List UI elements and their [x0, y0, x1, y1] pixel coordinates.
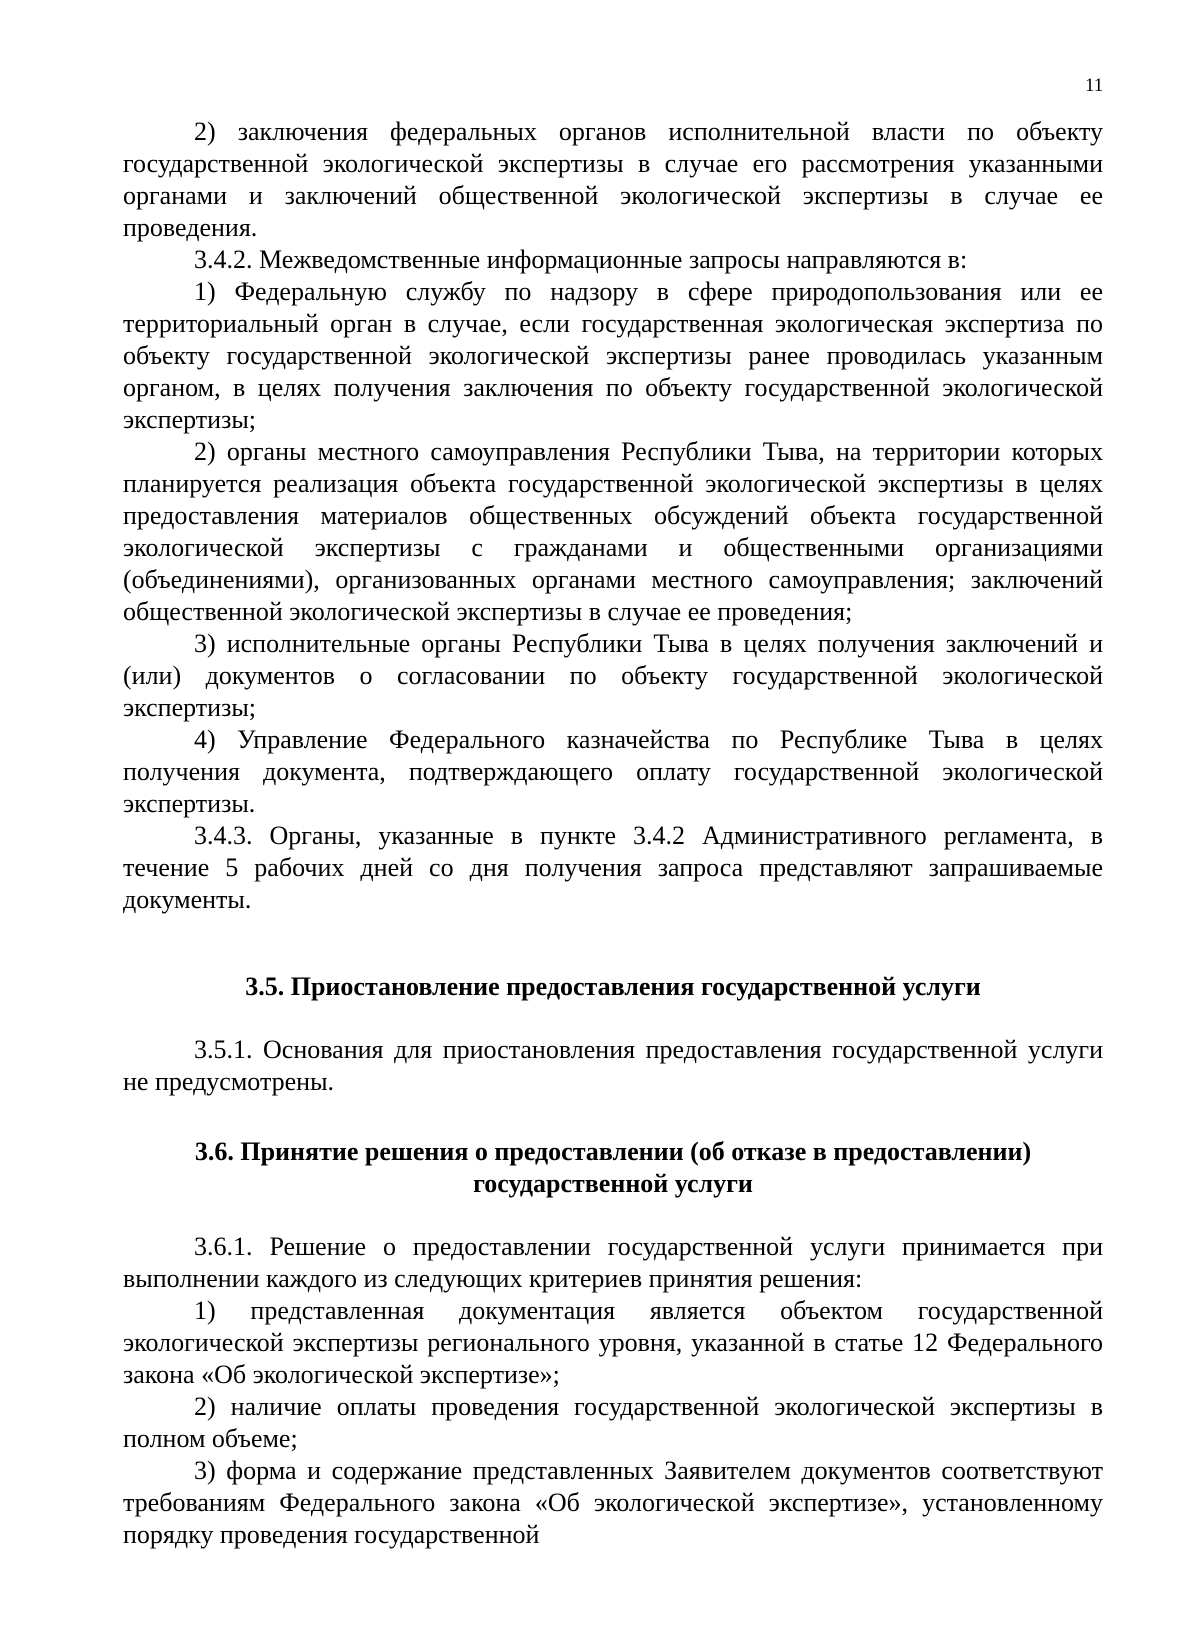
page-number: 11	[1085, 75, 1104, 96]
paragraph: 1) представленная документация является объектом государственной экологической экспертизы регионального уровня, указанной в статье 12 Федерального закона «Об экологической экспертизе»;	[123, 1296, 1103, 1389]
section-3-5-text	[123, 1034, 1103, 1098]
paragraph: 3) исполнительные органы Республики Тыва в целях получения заключений и (или) документов о согласовании по объекту государственной экологической экспертизы;	[123, 629, 1103, 722]
heading-line: 3.6. Принятие решения о предоставлении (об отказе в предоставлении)	[194, 1137, 1032, 1166]
paragraph: 3.5.1. Основания для приостановления предоставления государственной услуги не предусмотрены.	[123, 1035, 1103, 1096]
section-heading-3-6	[123, 1136, 1103, 1200]
paragraph: 3) форма и содержание представленных Заявителем документов соответствуют требованиям Федерального закона «Об экологической экспертизе», установленному порядку проведения государственной	[123, 1456, 1103, 1549]
paragraph: 2) заключения федеральных органов исполнительной власти по объекту государственной экологической экспертизы в случае его рассмотрения указанными органами и заключений общественной экологической экспертизы в случае ее проведения.	[123, 117, 1103, 242]
paragraph: 3.4.2. Межведомственные информационные запросы направляются в:	[194, 245, 968, 274]
paragraph: 3.4.3. Органы, указанные в пункте 3.4.2 Административного регламента, в течение 5 рабочих дней со дня получения запроса представляют запрашиваемые документы.	[123, 821, 1103, 914]
heading-line: государственной услуги	[473, 1169, 753, 1198]
paragraph: 2) наличие оплаты проведения государственной экологической экспертизы в полном объеме;	[123, 1392, 1103, 1453]
paragraph: 4) Управление Федерального казначейства по Республике Тыва в целях получения документа, подтверждающего оплату государственной экологической экспертизы.	[123, 725, 1103, 818]
section-heading-3-5: 3.5. Приостановление предоставления государственной услуги	[245, 972, 981, 1001]
paragraph: 1) Федеральную службу по надзору в сфере природопользования или ее территориальный орган в случае, если государственная экологическая экспертиза по объекту государственной экологической экспертизы ранее проводилась указанным органом, в целях получения заключения по объекту государственной экологической экспертизы;	[123, 277, 1103, 434]
paragraph: 2) органы местного самоуправления Республики Тыва, на территории которых планируется реализация объекта государственной экологической экспертизы в целях предоставления материалов общественных обсуждений объекта государственной экологической экспертизы с гражданами и общественными организациями (объединениями), организованных органами местного самоуправления; заключений общественной экологической экспертизы в случае ее проведения;	[123, 437, 1103, 626]
section-3-4-text	[123, 116, 1103, 916]
paragraph: 3.6.1. Решение о предоставлении государственной услуги принимается при выполнении каждого из следующих критериев принятия решения:	[123, 1232, 1103, 1293]
section-3-6-text	[123, 1231, 1103, 1551]
